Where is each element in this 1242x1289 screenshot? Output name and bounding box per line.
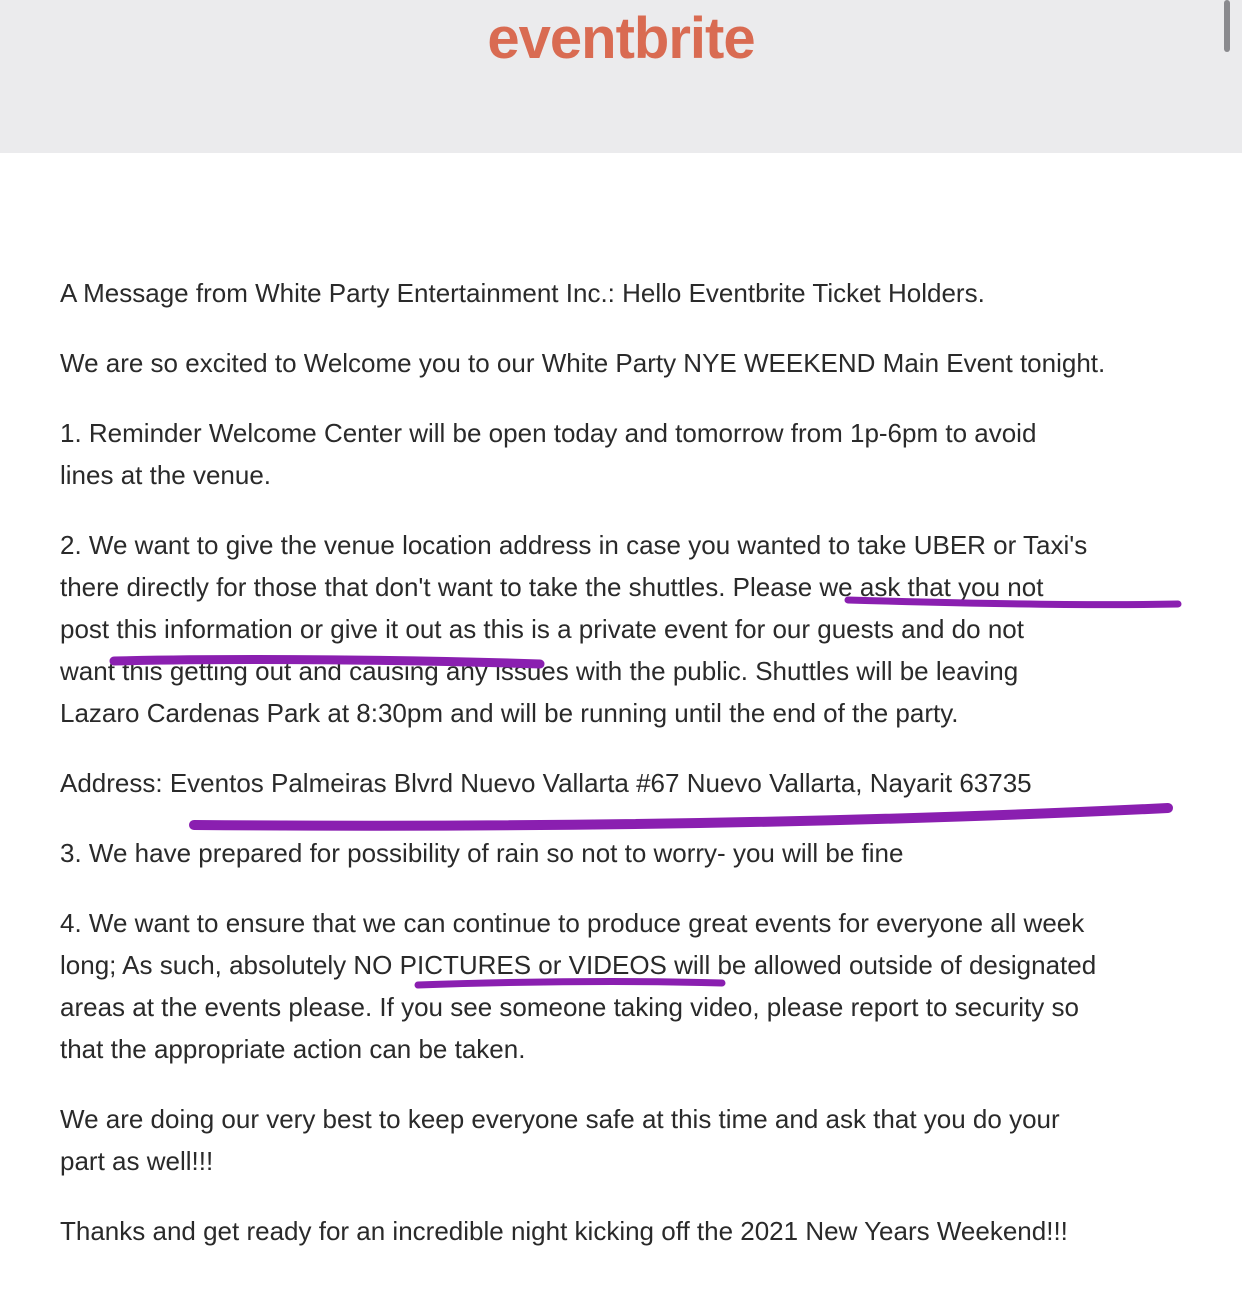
- item-2: [60, 524, 1210, 734]
- scrollbar-thumb[interactable]: [1224, 0, 1230, 52]
- closing-line: Thanks and get ready for an incredible night kicking off the 2021 New Years Weekend!!!: [60, 1216, 1068, 1246]
- item-1: [60, 412, 1210, 496]
- item-4-line: long; As such, absolutely NO PICTURES or VIDEOS will be allowed outside of designated: [60, 950, 1097, 980]
- safety-line: part as well!!!: [60, 1146, 214, 1176]
- item-3: 3. We have prepared for possibility of rain so not to worry- you will be fine: [60, 838, 904, 868]
- eventbrite-logo: eventbrite: [487, 6, 755, 71]
- email-header: [0, 0, 1242, 153]
- address-line: Address: Eventos Palmeiras Blvrd Nuevo Vallarta #67 Nuevo Vallarta, Nayarit 63735: [60, 768, 1032, 798]
- safety-line: We are doing our very best to keep everyone safe at this time and ask that you do your: [60, 1104, 1060, 1134]
- welcome-line: We are so excited to Welcome you to our White Party NYE WEEKEND Main Event tonight.: [60, 348, 1106, 378]
- item-1-line: 1. Reminder Welcome Center will be open today and tomorrow from 1p-6pm to avoid: [60, 418, 1037, 448]
- intro-line: A Message from White Party Entertainment Inc.: Hello Eventbrite Ticket Holders.: [60, 278, 985, 308]
- item-4-line: that the appropriate action can be taken.: [60, 1034, 526, 1064]
- item-2-line: there directly for those that don't want to take the shuttles. Please we ask that you not: [60, 572, 1044, 602]
- item-2-line: 2. We want to give the venue location address in case you wanted to take UBER or Taxi's: [60, 530, 1088, 560]
- item-4-line: areas at the events please. If you see someone taking video, please report to security so: [60, 992, 1079, 1022]
- item-4: [60, 902, 1210, 1070]
- safety-note: [60, 1098, 1210, 1182]
- email-body: [60, 272, 1210, 1280]
- item-2-line: Lazaro Cardenas Park at 8:30pm and will be running until the end of the party.: [60, 698, 959, 728]
- item-2-line: want this getting out and causing any issues with the public. Shuttles will be leaving: [60, 656, 1019, 686]
- item-4-line: 4. We want to ensure that we can continue to produce great events for everyone all week: [60, 908, 1085, 938]
- item-1-line: lines at the venue.: [60, 460, 272, 490]
- item-2-line: post this information or give it out as this is a private event for our guests and do not: [60, 614, 1024, 644]
